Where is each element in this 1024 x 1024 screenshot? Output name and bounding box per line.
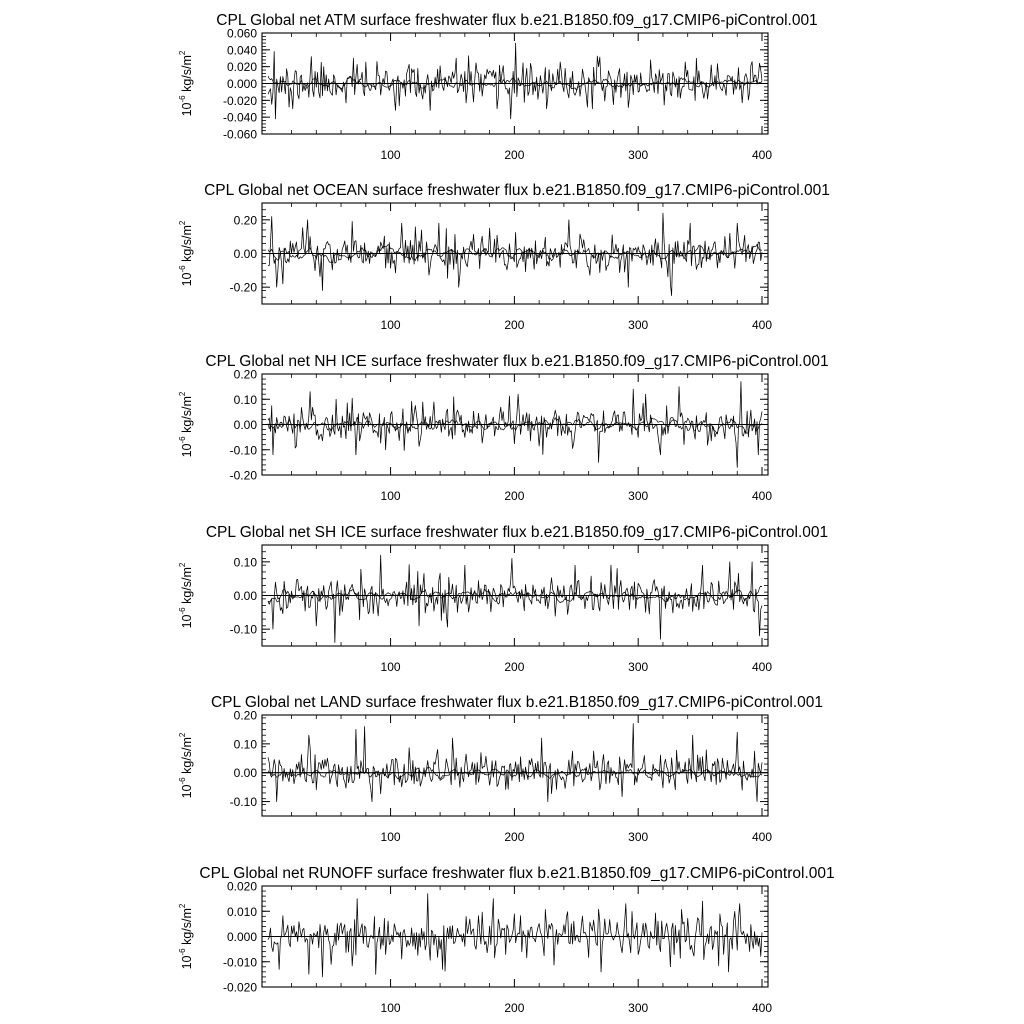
y-axis-label: $10^{-6}$ $kg/s/m^2$ [178,903,194,970]
x-tick-label: 100 [380,1001,401,1015]
panel-title: CPL Global net RUNOFF surface freshwater flux b.e21.B1850.f09_g17.CMIP6-piControl.001 [199,865,835,882]
y-tick-label: -0.060 [222,127,257,142]
x-tick-label: 300 [628,830,649,844]
y-tick-label: 0.00 [233,247,257,261]
x-tick-label: 200 [504,660,525,674]
x-tick-label: 400 [751,660,773,674]
y-tick-label: -0.20 [229,280,257,295]
y-tick-label: 0.00 [233,589,257,603]
x-tick-label: 200 [504,318,525,332]
x-tick-label: 300 [628,1001,649,1015]
y-tick-label: -0.020 [222,93,257,108]
y-tick-label: 0.010 [226,904,257,919]
panel-2 [178,182,830,332]
panel-6 [178,865,835,1015]
series-line-annual [268,894,762,977]
y-tick-label: 0.20 [233,367,257,382]
y-tick-label: -0.10 [229,795,257,810]
panel-title: CPL Global net SH ICE surface freshwater flux b.e21.B1850.f09_g17.CMIP6-piControl.001 [205,524,829,541]
x-tick-label: 300 [628,489,649,503]
x-tick-label: 400 [751,318,773,332]
y-tick-label: -0.10 [229,443,257,458]
x-tick-label: 200 [504,830,525,844]
x-tick-label: 300 [628,318,649,332]
x-tick-label: 300 [628,148,649,162]
x-tick-label: 100 [380,660,401,674]
x-tick-label: 100 [380,489,401,503]
y-tick-label: 0.060 [226,26,257,41]
x-tick-label: 400 [751,489,773,503]
y-tick-label: 0.020 [226,879,257,894]
y-tick-label: -0.10 [229,622,257,637]
y-tick-label: 0.20 [233,708,257,723]
y-axis-label: $10^{-6}$ $kg/s/m^2$ [178,732,194,799]
x-tick-label: 100 [380,830,401,844]
y-axis-label: $10^{-6}$ $kg/s/m^2$ [178,50,194,117]
y-tick-label: -0.040 [222,110,257,125]
panel-1 [178,12,818,162]
panel-title: CPL Global net NH ICE surface freshwater flux b.e21.B1850.f09_g17.CMIP6-piControl.001 [205,353,829,370]
y-tick-label: 0.20 [233,213,257,228]
y-tick-label: 0.10 [233,737,257,752]
y-tick-label: 0.020 [226,60,257,75]
y-tick-label: 0.040 [226,43,257,58]
y-axis-label: $10^{-6}$ $kg/s/m^2$ [178,391,194,458]
y-tick-label: 0.00 [233,766,257,781]
panel-5 [178,694,823,844]
y-tick-label: 0.10 [233,392,257,407]
x-tick-label: 100 [380,148,401,162]
panel-3 [178,353,829,503]
y-axis-label: $10^{-6}$ $kg/s/m^2$ [178,220,194,287]
x-tick-label: 200 [504,148,525,162]
y-tick-label: 0.10 [233,555,257,570]
y-tick-label: 0.000 [226,77,257,91]
y-tick-label: -0.010 [222,955,257,970]
y-tick-label: 0.00 [233,418,257,432]
panel-title: CPL Global net OCEAN surface freshwater flux b.e21.B1850.f09_g17.CMIP6-piControl.001 [204,182,830,199]
panel-title: CPL Global net LAND surface freshwater flux b.e21.B1850.f09_g17.CMIP6-piControl.001 [210,694,824,711]
x-tick-label: 200 [504,1001,525,1015]
panel-4 [178,524,828,674]
panel-title: CPL Global net ATM surface freshwater flux b.e21.B1850.f09_g17.CMIP6-piControl.001 [216,12,818,29]
series-line-annual [268,724,762,802]
y-tick-label: -0.020 [222,980,257,995]
y-axis-label: $10^{-6}$ $kg/s/m^2$ [178,562,194,629]
y-tick-label: -0.20 [229,468,257,483]
x-tick-label: 200 [504,489,525,503]
x-tick-label: 300 [628,660,649,674]
x-tick-label: 400 [751,1001,773,1015]
x-tick-label: 400 [751,148,773,162]
x-tick-label: 400 [751,830,773,844]
y-tick-label: 0.000 [226,930,257,944]
x-tick-label: 100 [380,318,401,332]
